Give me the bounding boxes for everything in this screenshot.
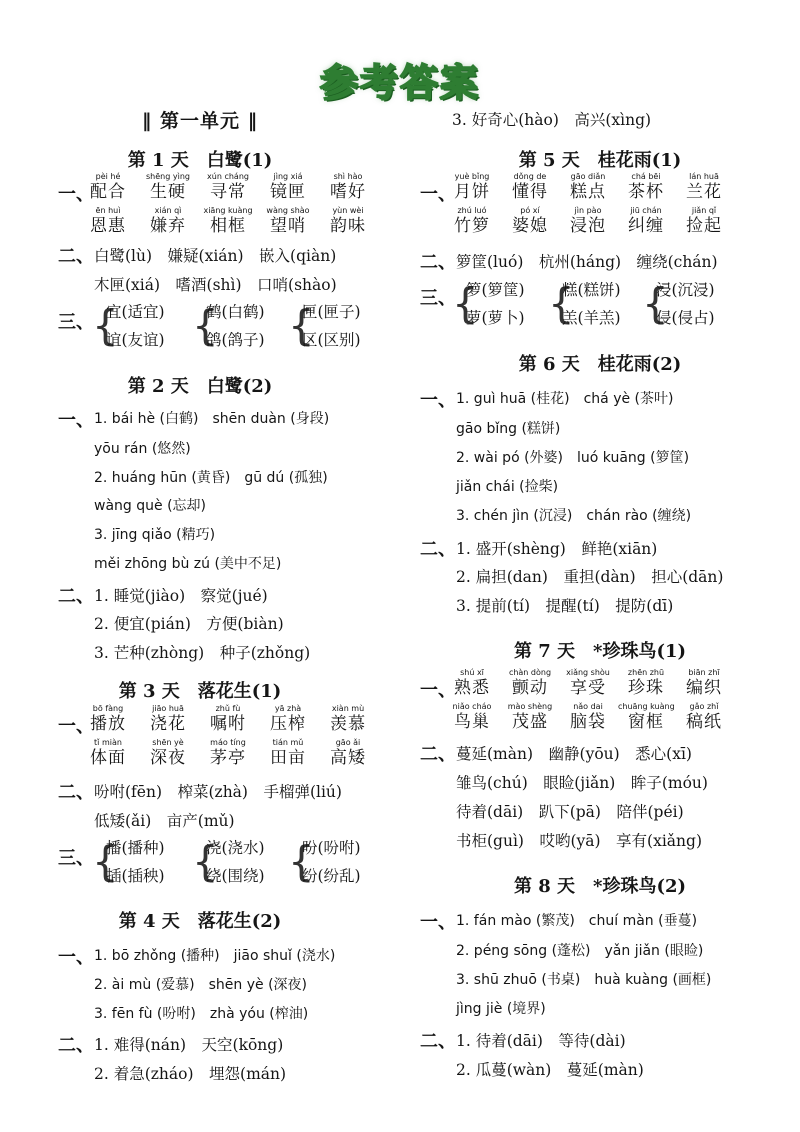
word: 熟悉 (454, 678, 490, 698)
pinyin: xún cháng (207, 172, 249, 181)
group-item: 侵(侵占) (656, 309, 715, 327)
answer-line: 2. wài pó (外婆) luó kuāng (箩筐) (456, 450, 690, 466)
section-number: 二、 (420, 1031, 456, 1052)
word-pinyin (140, 172, 196, 202)
section-number: 一、 (420, 912, 456, 933)
pinyin: xiàn mù (331, 704, 365, 713)
word-pinyin (140, 738, 196, 768)
answer-line: 待着(dāi) 趴下(pā) 陪伴(péi) (456, 803, 684, 821)
word-pinyin (444, 702, 500, 732)
word: 播放 (90, 714, 126, 734)
word-pinyin (560, 668, 616, 698)
pinyin: chuāng kuàng (618, 702, 675, 711)
group-item: 宜(适宜) (106, 303, 165, 321)
pinyin: zhēn zhū (627, 668, 665, 677)
pinyin: shì hào (333, 172, 363, 181)
word: 竹箩 (454, 216, 490, 236)
answer-line: 2. 便宜(pián) 方便(biàn) (94, 615, 284, 633)
word-pinyin (200, 738, 256, 768)
section-number: 一、 (58, 184, 94, 205)
pinyin: jiǎn qǐ (691, 206, 717, 215)
answer-line: 2. 着急(zháo) 埋怨(mán) (94, 1065, 287, 1083)
answer-line: 雏鸟(chú) 眼睑(jiǎn) 眸子(móu) (456, 774, 708, 792)
pinyin: xiǎng shòu (566, 668, 610, 677)
word: 高矮 (330, 748, 366, 768)
answer-line: 2. ài mù (爱慕) shēn yè (深夜) (94, 977, 307, 993)
section-number: 三、 (58, 312, 94, 333)
word-pinyin (502, 668, 558, 698)
word-pinyin (618, 206, 674, 236)
word: 婆媳 (512, 216, 548, 236)
word: 压榨 (270, 714, 306, 734)
word: 生硬 (150, 182, 186, 202)
pinyin: gāo ǎi (335, 738, 361, 747)
word-pinyin (320, 206, 376, 236)
pinyin: tǐ miàn (94, 738, 122, 747)
section-number: 二、 (58, 1035, 94, 1056)
lesson-heading: 第 1 天 白鹭(1) (127, 150, 273, 171)
pinyin: pó xí (520, 206, 540, 215)
word-pinyin (200, 206, 256, 236)
lesson-heading: 第 7 天 *珍珠鸟(1) (513, 641, 687, 662)
word: 兰花 (686, 182, 722, 202)
answer-line: 蔓延(màn) 幽静(yōu) 悉心(xī) (456, 745, 692, 763)
word-pinyin (502, 172, 558, 202)
answer-line: 2. 扁担(dan) 重担(dàn) 担心(dān) (456, 568, 724, 586)
pinyin: chàn dòng (508, 668, 552, 677)
pinyin: lán huā (689, 172, 719, 181)
word: 享受 (570, 678, 606, 698)
word: 望哨 (270, 216, 306, 236)
answer-line: 木匣(xiá) 嗜酒(shì) 口哨(shào) (94, 276, 337, 294)
word-pinyin (260, 206, 316, 236)
word: 脑袋 (570, 712, 606, 732)
word-pinyin (260, 738, 316, 768)
group-item: 纷(纷乱) (302, 867, 361, 885)
word: 茂盛 (512, 712, 548, 732)
answer-line: 3. chén jìn (沉浸) chán rào (缠绕) (456, 508, 692, 524)
answer-line: yōu rán (悠然) (94, 441, 191, 457)
answer-line: 1. fán mào (繁茂) chuí màn (垂蔓) (456, 913, 698, 929)
answer-line: 白鹭(lù) 嫌疑(xián) 嵌入(qiàn) (94, 247, 337, 265)
word: 配合 (90, 182, 126, 202)
answer-line: 1. bō zhǒng (播种) jiāo shuǐ (浇水) (94, 948, 336, 964)
word-pinyin (80, 704, 136, 734)
pinyin: pèi hé (95, 172, 121, 181)
word: 羡慕 (330, 714, 366, 734)
word-pinyin (618, 668, 674, 698)
lesson-heading: 第 4 天 落花生(2) (118, 911, 282, 932)
word: 珍珠 (628, 678, 664, 698)
word-pinyin (140, 704, 196, 734)
word-pinyin (560, 702, 616, 732)
group-item: 浸(沉浸) (656, 281, 715, 299)
pinyin: wàng shào (266, 206, 310, 215)
answer-line: 1. 待着(dāi) 等待(dài) (456, 1032, 626, 1050)
unit-heading: ‖ 第一单元 ‖ (141, 110, 259, 132)
brace-icon: { (92, 301, 119, 350)
answer-line: 1. guì huā (桂花) chá yè (茶叶) (456, 391, 674, 407)
brace-icon: { (548, 279, 575, 328)
word: 深夜 (150, 748, 186, 768)
pinyin: biān zhī (688, 668, 720, 677)
word-pinyin (676, 668, 732, 698)
section-number: 二、 (420, 539, 456, 560)
word: 纠缠 (628, 216, 664, 236)
word-pinyin (560, 206, 616, 236)
word: 恩惠 (90, 216, 126, 236)
answer-line: 2. péng sōng (蓬松) yǎn jiǎn (眼睑) (456, 943, 704, 959)
section-number: 一、 (58, 716, 94, 737)
answer-line: jìng jiè (境界) (456, 1001, 546, 1017)
word: 浇花 (150, 714, 186, 734)
answer-line: 1. 盛开(shèng) 鲜艳(xiān) (456, 540, 658, 558)
word-pinyin (502, 206, 558, 236)
answer-line: 2. huáng hūn (黄昏) gū dú (孤独) (94, 470, 328, 486)
word: 颤动 (512, 678, 548, 698)
answer-line: měi zhōng bù zú (美中不足) (94, 556, 282, 572)
group-item: 绕(围绕) (206, 867, 265, 885)
pinyin: ēn huì (95, 206, 121, 215)
answer-line: 箩筐(luó) 杭州(háng) 缠绕(chán) (456, 253, 718, 271)
pinyin: gǎo zhǐ (689, 702, 719, 711)
page-title: 参考答案 (319, 61, 480, 105)
section-number: 二、 (420, 252, 456, 273)
word-pinyin (502, 702, 558, 732)
answer-line: gāo bǐng (糕饼) (456, 421, 561, 437)
lesson-heading: 第 5 天 桂花雨(1) (518, 150, 682, 171)
word-pinyin (560, 172, 616, 202)
word: 茶杯 (628, 182, 664, 202)
section-number: 一、 (420, 390, 456, 411)
word: 浸泡 (570, 216, 606, 236)
word-pinyin (444, 206, 500, 236)
brace-icon: { (92, 837, 119, 886)
answer-line: 3. 芒种(zhòng) 种子(zhǒng) (94, 644, 311, 662)
pinyin: bō fàng (92, 704, 124, 713)
word: 嗜好 (330, 182, 366, 202)
word: 鸟巢 (454, 712, 490, 732)
lesson-heading: 第 6 天 桂花雨(2) (518, 354, 682, 375)
lesson-heading: 第 2 天 白鹭(2) (127, 376, 273, 397)
word-pinyin (676, 206, 732, 236)
pinyin: nǎo dai (573, 702, 603, 711)
word: 茅亭 (210, 748, 246, 768)
brace-icon: { (192, 837, 219, 886)
answer-line: 3. 提前(tí) 提醒(tí) 提防(dī) (456, 597, 674, 615)
pinyin: jìn pào (574, 206, 602, 215)
word-pinyin (80, 172, 136, 202)
group-item: 箩(箩筐) (466, 281, 525, 299)
pinyin: tián mǔ (272, 738, 304, 747)
brace-icon: { (288, 837, 315, 886)
section-number: 一、 (420, 680, 456, 701)
word-pinyin (80, 738, 136, 768)
pinyin: zhú luó (457, 206, 487, 215)
group-item: 吩(吩咐) (302, 839, 361, 857)
pinyin: yùn wèi (332, 206, 364, 215)
word: 镜匣 (270, 182, 306, 202)
answer-line: jiǎn chái (捡柴) (456, 479, 559, 495)
brace-icon: { (452, 279, 479, 328)
pinyin: chá bēi (631, 172, 661, 181)
pinyin: niǎo cháo (452, 702, 492, 711)
word: 相框 (210, 216, 246, 236)
section-number: 二、 (58, 246, 94, 267)
word: 体面 (90, 748, 126, 768)
group-item: 糕(糕饼) (562, 281, 621, 299)
section-number: 一、 (58, 947, 94, 968)
word: 糕点 (570, 182, 606, 202)
group-item: 萝(萝卜) (466, 309, 525, 327)
section-number: 一、 (58, 410, 94, 431)
word-pinyin (320, 738, 376, 768)
lesson-heading: 第 8 天 *珍珠鸟(2) (513, 876, 687, 897)
section-number: 二、 (58, 586, 94, 607)
group-item: 鸽(鸽子) (206, 331, 265, 349)
word: 嘱咐 (210, 714, 246, 734)
answer-line: 书柜(guì) 哎哟(yā) 享有(xiǎng) (456, 832, 702, 850)
brace-icon: { (192, 301, 219, 350)
answer-line: 3. shū zhuō (书桌) huà kuàng (画框) (456, 972, 712, 988)
word-pinyin (80, 206, 136, 236)
pinyin: zhǔ fù (215, 704, 241, 713)
answer-line: 低矮(ǎi) 亩产(mǔ) (94, 812, 235, 830)
pinyin: dǒng de (513, 172, 547, 181)
word-pinyin (320, 704, 376, 734)
word-pinyin (260, 704, 316, 734)
word-pinyin (444, 668, 500, 698)
pinyin: jiū chán (630, 206, 662, 215)
section-number: 三、 (420, 288, 456, 309)
section-number: 三、 (58, 848, 94, 869)
pinyin: jìng xiá (273, 172, 303, 181)
answer-line: wàng què (忘却) (94, 498, 206, 514)
pinyin: xián qì (154, 206, 182, 215)
word-pinyin (444, 172, 500, 202)
group-item: 浇(浇水) (206, 839, 265, 857)
pinyin: máo tíng (210, 738, 246, 747)
section-number: 二、 (420, 744, 456, 765)
word-pinyin (200, 172, 256, 202)
word: 捡起 (686, 216, 722, 236)
answer-line: 3. fēn fù (吩咐) zhà yóu (榨油) (94, 1006, 309, 1022)
answer-line: 2. 瓜蔓(wàn) 蔓延(màn) (456, 1061, 644, 1079)
word-pinyin (140, 206, 196, 236)
answer-line: 3. jīng qiǎo (精巧) (94, 527, 216, 543)
answer-line: 1. bái hè (白鹤) shēn duàn (身段) (94, 411, 330, 427)
pinyin: xiāng kuàng (203, 206, 253, 215)
word-pinyin (676, 702, 732, 732)
group-item: 鹤(白鹤) (206, 303, 265, 321)
group-item: 羔(羊羔) (562, 309, 621, 327)
pinyin: shēng yìng (146, 172, 190, 181)
group-item: 播(播种) (106, 839, 165, 857)
word-pinyin (618, 172, 674, 202)
answer-line: 吩咐(fēn) 榨菜(zhà) 手榴弹(liú) (94, 783, 342, 801)
pinyin: jiāo huā (152, 704, 184, 713)
answer-line: 1. 难得(nán) 天空(kōng) (94, 1036, 284, 1054)
word: 稿纸 (686, 712, 722, 732)
word: 韵味 (330, 216, 366, 236)
word-pinyin (618, 702, 674, 732)
word-pinyin (200, 704, 256, 734)
lesson-heading: 第 3 天 落花生(1) (118, 681, 282, 702)
section-number: 二、 (58, 782, 94, 803)
word-pinyin (676, 172, 732, 202)
word: 田亩 (270, 748, 306, 768)
word: 月饼 (454, 182, 490, 202)
answer-line: 3. 好奇心(hào) 高兴(xìng) (452, 111, 652, 129)
word: 嫌弃 (150, 216, 186, 236)
group-item: 匣(匣子) (302, 303, 361, 321)
word: 窗框 (628, 712, 664, 732)
pinyin: shú xī (460, 668, 484, 677)
word: 编织 (686, 678, 722, 698)
word-pinyin (320, 172, 376, 202)
group-item: 插(插秧) (106, 867, 165, 885)
group-item: 区(区别) (302, 331, 361, 349)
brace-icon: { (288, 301, 315, 350)
group-item: 谊(友谊) (106, 331, 165, 349)
pinyin: shēn yè (152, 738, 184, 747)
brace-icon: { (642, 279, 669, 328)
word: 寻常 (210, 182, 246, 202)
word: 懂得 (512, 182, 548, 202)
pinyin: mào shèng (507, 702, 553, 711)
pinyin: yā zhà (274, 704, 302, 713)
section-number: 一、 (420, 184, 456, 205)
answer-line: 1. 睡觉(jiào) 察觉(jué) (94, 587, 268, 605)
word-pinyin (260, 172, 316, 202)
pinyin: yuè bǐng (454, 172, 490, 181)
pinyin: gāo diǎn (570, 172, 606, 181)
